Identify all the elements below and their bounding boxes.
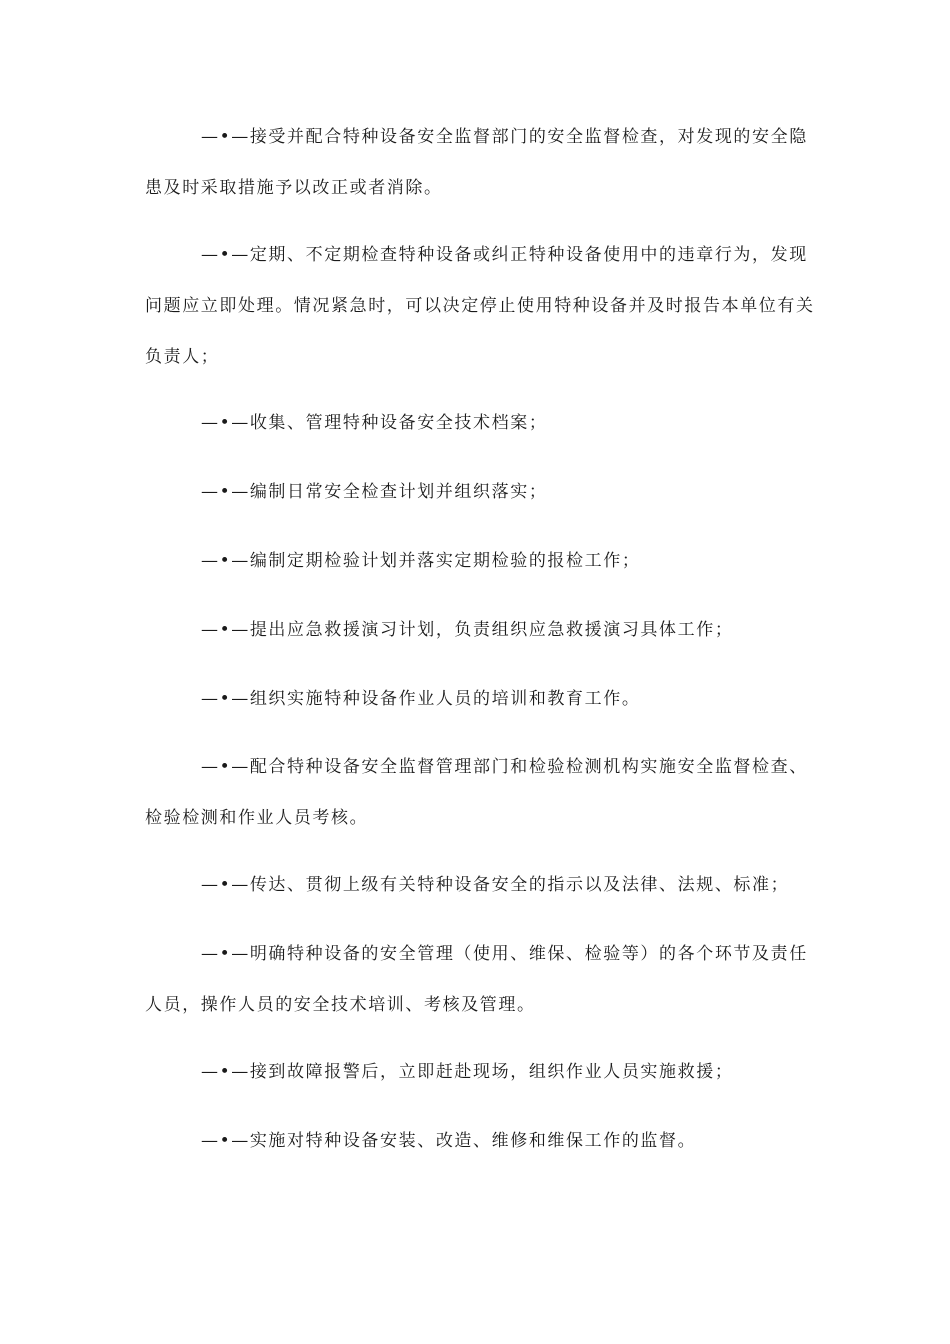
paragraph-8: —•—配合特种设备安全监督管理部门和检验检测机构实施安全监督检查、检验检测和作业人员考核。 (145, 757, 808, 828)
paragraph-10: —•—明确特种设备的安全管理（使用、维保、检验等）的各个环节及责任人员，操作人员的安全技术培训、考核及管理。 (145, 944, 808, 1015)
paragraph-1: —•—接受并配合特种设备安全监督部门的安全监督检查，对发现的安全隐患及时采取措施予以改正或者消除。 (145, 127, 808, 198)
paragraph-12: —•—实施对特种设备安装、改造、维修和维保工作的监督。 (201, 1131, 697, 1151)
paragraph-2: —•—定期、不定期检查特种设备或纠正特种设备使用中的违章行为，发现问题应立即处理。情况紧急时，可以决定停止使用特种设备并及时报告本单位有关负责人； (145, 245, 815, 367)
paragraph-6: —•—提出应急救援演习计划，负责组织应急救援演习具体工作； (201, 620, 734, 640)
paragraph-4: —•—编制日常安全检查计划并组织落实； (201, 482, 548, 502)
paragraph-3: —•—收集、管理特种设备安全技术档案； (201, 413, 548, 433)
paragraph-9: —•—传达、贯彻上级有关特种设备安全的指示以及法律、法规、标准； (201, 875, 790, 895)
paragraph-5: —•—编制定期检验计划并落实定期检验的报检工作； (201, 551, 641, 571)
paragraph-11: —•—接到故障报警后，立即赶赴现场，组织作业人员实施救援； (201, 1062, 734, 1082)
paragraph-7: —•—组织实施特种设备作业人员的培训和教育工作。 (201, 689, 641, 709)
